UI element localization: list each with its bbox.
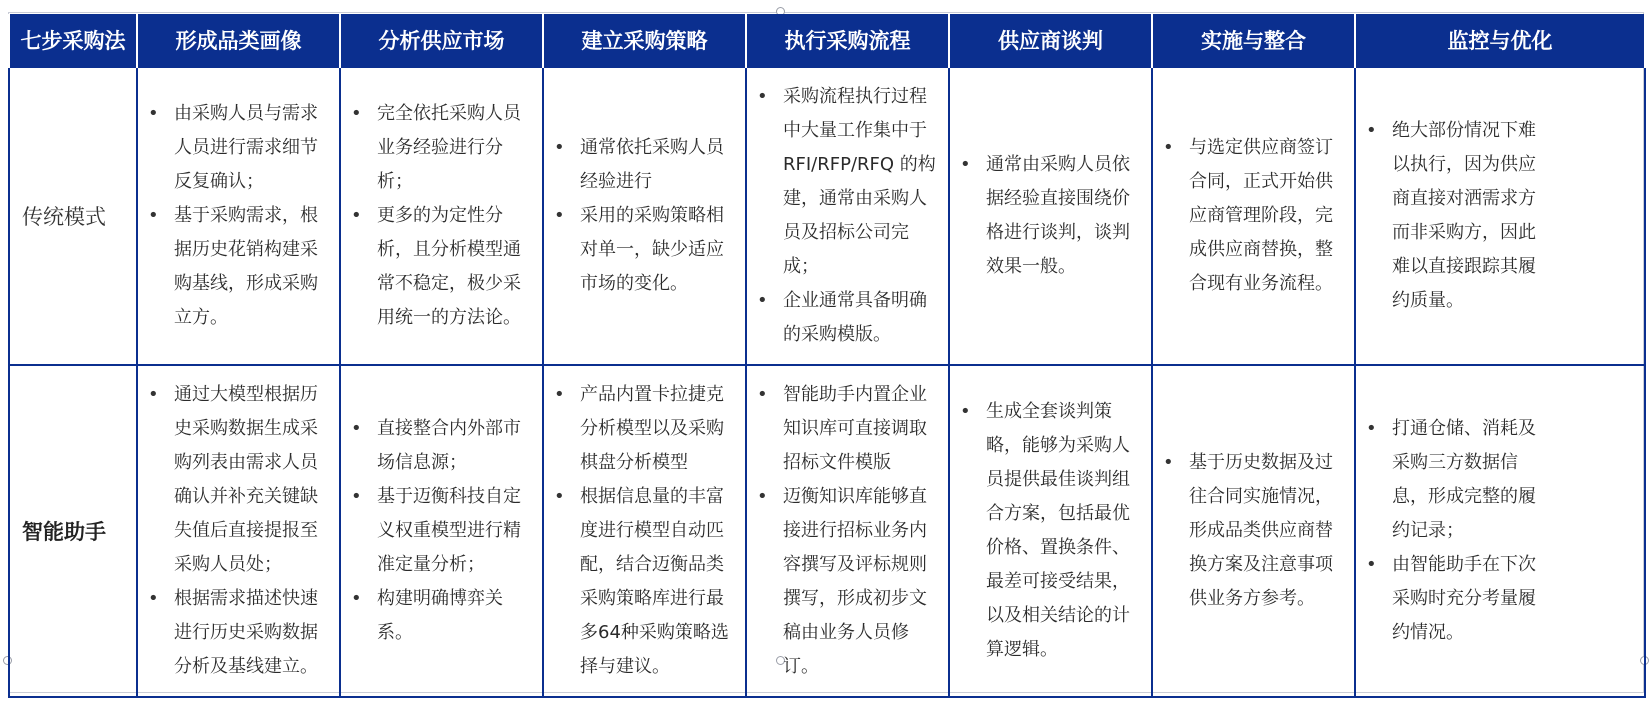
list-item: • 通过大模型根据历史采购数据生成采购列表由需求人员确认并补充关键缺失值后直接提报至采购人员处； (174, 378, 331, 582)
table-cell (746, 67, 949, 365)
table-cell (1152, 67, 1355, 365)
table-cell (543, 365, 746, 697)
list-item: • 完全依托采购人员业务经验进行分析； (377, 97, 534, 199)
list-item: • 采购流程执行过程中大量工作集中于RFI/RFP/RFQ 的构建，通常由采购人员及招标公司完成； (783, 80, 940, 284)
list-item: • 绝大部份情况下难以执行，因为供应商直接对洒需求方而非采购方，因此难以直接跟踪其履约质量。 (1392, 114, 1540, 318)
list-item: • 智能助手内置企业知识库可直接调取招标文件模版 (783, 378, 940, 480)
table-cell (137, 365, 340, 697)
list-item: • 由采购人员与需求人员进行需求细节反复确认； (174, 97, 331, 199)
list-item: • 企业通常具备明确的采购模版。 (783, 284, 940, 352)
header-cell-negotiation: 供应商谈判 (949, 14, 1152, 67)
header-cell-category-profile: 形成品类画像 (137, 14, 340, 67)
table-cell (543, 67, 746, 365)
table-cell (340, 67, 543, 365)
list-item: • 更多的为定性分析，且分析模型通常不稳定，极少采用统一的方法论。 (377, 199, 534, 335)
table-cell (1355, 365, 1645, 697)
list-item: • 直接整合内外部市场信息源； (377, 412, 534, 480)
table-row-smart-assistant (9, 365, 1645, 697)
table-cell (1152, 365, 1355, 697)
procurement-comparison-table (8, 14, 1646, 698)
row-label: 传统模式 (9, 67, 137, 365)
table-cell (746, 365, 949, 697)
table-cell (137, 67, 340, 365)
list-item: • 打通仓储、消耗及采购三方数据信息，形成完整的履约记录； (1392, 412, 1540, 548)
table-cell (949, 365, 1152, 697)
header-cell-supply-market: 分析供应市场 (340, 14, 543, 67)
table-row-traditional (9, 67, 1645, 365)
header-cell-execution: 执行采购流程 (746, 14, 949, 67)
list-item: • 通常由采购人员依据经验直接围绕价格进行谈判，谈判效果一般。 (986, 148, 1143, 284)
table-cell (949, 67, 1152, 365)
list-item: • 迈衡知识库能够直接进行招标业务内容撰写及评标规则撰写，形成初步文稿由业务人员修订。 (783, 480, 940, 684)
table-cell (1355, 67, 1645, 365)
list-item: • 通常依托采购人员经验进行 (580, 131, 737, 199)
list-item: • 与选定供应商签订合同，正式开始供应商管理阶段，完成供应商替换，整合现有业务流程。 (1189, 131, 1346, 301)
list-item: • 采用的采购策略相对单一，缺少适应市场的变化。 (580, 199, 737, 301)
list-item: • 基于迈衡科技自定义权重模型进行精准定量分析； (377, 480, 534, 582)
header-cell-method: 七步采购法 (9, 14, 137, 67)
table-cell (340, 365, 543, 697)
list-item: • 由智能助手在下次采购时充分考量履约情况。 (1392, 548, 1540, 650)
list-item: • 根据需求描述快速进行历史采购数据分析及基线建立。 (174, 582, 331, 684)
list-item: • 构建明确博弈关系。 (377, 582, 534, 650)
list-item: • 基于历史数据及过往合同实施情况，形成品类供应商替换方案及注意事项供业务方参考。 (1189, 446, 1346, 616)
list-item: • 生成全套谈判策略，能够为采购人员提供最佳谈判组合方案，包括最优价格、置换条件、最差可接受结果，以及相关结论的计算逻辑。 (986, 395, 1143, 667)
header-cell-strategy: 建立采购策略 (543, 14, 746, 67)
row-label: 智能助手 (9, 365, 137, 697)
header-row (9, 14, 1645, 67)
list-item: • 基于采购需求，根据历史花销构建采购基线，形成采购立方。 (174, 199, 331, 335)
list-item: • 产品内置卡拉捷克分析模型以及采购棋盘分析模型 (580, 378, 737, 480)
list-item: • 根据信息量的丰富度进行模型自动匹配，结合迈衡品类采购策略库进行最多64种采购策略选择与建议。 (580, 480, 737, 684)
header-cell-monitoring: 监控与优化 (1355, 14, 1645, 67)
header-cell-implementation: 实施与整合 (1152, 14, 1355, 67)
